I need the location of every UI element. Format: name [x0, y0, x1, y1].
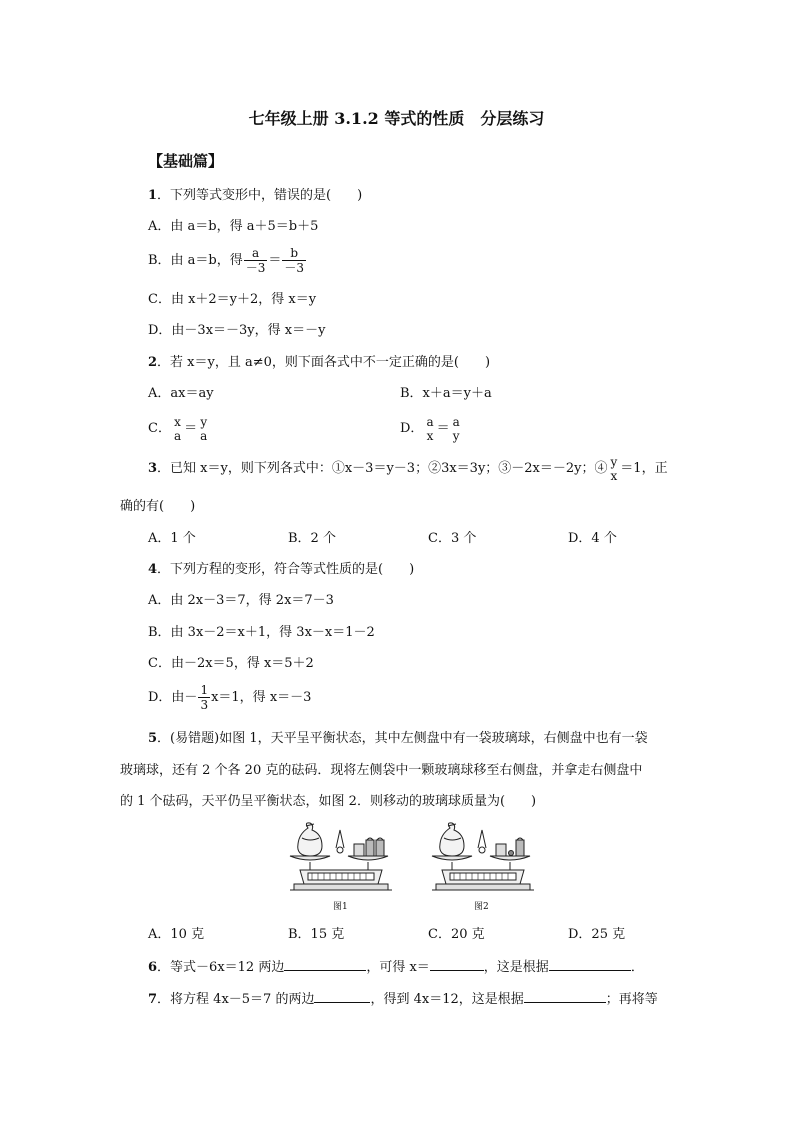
q2-option-d-label: D．	[400, 421, 424, 436]
q3-option-b: B．2 个	[288, 531, 336, 546]
fraction-numerator: x	[174, 414, 181, 429]
fraction-denominator: －3	[245, 261, 266, 275]
q3-text-end: ＝1，正	[620, 461, 668, 476]
q4-d-fraction	[198, 683, 210, 712]
q7-number: 7	[148, 992, 158, 1007]
q2-d-fraction-1	[424, 415, 435, 443]
q4-stem	[148, 562, 414, 578]
q1-b-fraction-2	[282, 246, 306, 275]
q6-text-4: ．	[630, 960, 644, 975]
figure-2-caption: 图2	[474, 902, 489, 912]
fraction-denominator: a	[200, 428, 208, 443]
q2-d-fraction-2	[451, 415, 462, 443]
fraction-numerator: 1	[200, 683, 209, 697]
fraction-denominator: x	[610, 468, 618, 483]
q1-option-b-text: B．由 a＝b，得	[148, 253, 243, 268]
q5-option-a: A．10 克	[148, 927, 205, 942]
q5-number: 5	[148, 731, 158, 746]
q4-option-d-text: D．由－	[148, 690, 198, 705]
q3-option-c: C．3 个	[428, 531, 477, 546]
figure-1-caption: 图1	[333, 902, 348, 912]
fraction-denominator: y	[452, 428, 460, 443]
q2-text: ．若 x＝y，且 a≠0，则下面各式中不一定正确的是( )	[157, 355, 491, 370]
q2-c-fraction-2	[198, 415, 209, 443]
fraction-numerator: y	[610, 454, 618, 469]
equals-sign: ＝	[436, 421, 450, 436]
q6-answer-blank-3[interactable]	[549, 958, 631, 971]
q7-text-2: ，得到 4x＝12，这是根据	[370, 992, 524, 1007]
q3-stem	[148, 454, 668, 484]
q1-b-fraction-1	[244, 246, 268, 275]
q3-number: 3	[148, 461, 158, 476]
q4-text: ．下列方程的变形，符合等式性质的是( )	[157, 562, 415, 577]
equals-sign: ＝	[184, 421, 198, 436]
q6-text-3: ，这是根据	[483, 960, 549, 975]
fraction-numerator: a	[452, 414, 460, 429]
q5-text: ．(易错题)如图 1，天平呈平衡状态，其中左侧盘中有一袋玻璃球，右侧盘中也有一袋	[157, 731, 648, 746]
q6-stem	[148, 958, 644, 976]
balance-scale-figure-2	[428, 820, 536, 898]
q1-option-c: C．由 x＋2＝y＋2，得 x＝y	[148, 292, 317, 307]
q2-number: 2	[148, 355, 158, 370]
fraction-denominator: 3	[200, 698, 209, 712]
q7-text-1: ．将方程 4x－5＝7 的两边	[157, 992, 315, 1007]
q1-stem	[148, 188, 362, 204]
q7-answer-blank-1[interactable]	[314, 990, 370, 1003]
fraction-numerator: a	[244, 246, 268, 261]
q5-option-d: D．25 克	[568, 927, 626, 942]
fraction-numerator: y	[200, 414, 208, 429]
q4-option-d	[148, 683, 311, 713]
q2-option-b: B．x＋a＝y＋a	[400, 386, 492, 401]
q6-text-2: ，可得 x＝	[366, 960, 430, 975]
page-title: 七年级上册 3.1.2 等式的性质 分层练习	[248, 109, 545, 128]
q4-option-d-text-end: x＝1，得 x＝－3	[211, 690, 312, 705]
q5-stem-line2: 玻璃球，还有 2 个各 20 克的砝码．现将左侧袋中一颗玻璃球移至右侧盘，并拿走右侧盘中	[120, 763, 643, 778]
q2-option-a: A．ax＝ay	[148, 386, 214, 401]
q1-option-d: D．由－3x＝－3y，得 x＝－y	[148, 323, 326, 338]
q6-answer-blank-2[interactable]	[430, 958, 484, 971]
q4-option-a: A．由 2x－3＝7，得 2x＝7－3	[148, 593, 334, 608]
q3-option-d: D．4 个	[568, 531, 617, 546]
q7-text-3: ；再将等	[605, 992, 658, 1007]
q2-c-fraction-1	[172, 415, 183, 443]
q6-answer-blank-1[interactable]	[284, 958, 366, 971]
q2-stem	[148, 355, 490, 371]
q1-number: 1	[148, 188, 158, 203]
q3-text: ．已知 x＝y，则下列各式中：①x－3＝y－3；②3x＝3y；③－2x＝－2y；④	[157, 461, 608, 476]
q7-stem	[148, 990, 658, 1008]
q1-text: ．下列等式变形中，错误的是( )	[157, 188, 363, 203]
equals-sign: ＝	[268, 253, 282, 268]
q6-text-1: ．等式－6x＝12 两边	[157, 960, 285, 975]
q5-option-b: B．15 克	[288, 927, 345, 942]
q7-answer-blank-2[interactable]	[524, 990, 606, 1003]
q3-option-a: A．1 个	[148, 531, 196, 546]
q6-number: 6	[148, 960, 158, 975]
fraction-denominator: a	[173, 428, 182, 443]
fraction-denominator: x	[426, 428, 434, 443]
q3-stem-line2: 确的有( )	[120, 499, 196, 514]
q4-number: 4	[148, 562, 158, 577]
fraction-numerator: b	[282, 246, 306, 261]
q4-option-b: B．由 3x－2＝x＋1，得 3x－x＝1－2	[148, 625, 375, 640]
q5-stem-line1	[148, 731, 648, 747]
q2-option-c	[148, 414, 210, 444]
q4-option-c: C．由－2x＝5，得 x＝5＋2	[148, 656, 314, 671]
q1-option-b	[148, 246, 307, 276]
q5-stem-line3: 的 1 个砝码，天平仍呈平衡状态，如图 2．则移动的玻璃球质量为( )	[120, 794, 537, 809]
fraction-numerator: a	[426, 414, 434, 429]
q1-option-a: A．由 a＝b，得 a＋5＝b＋5	[148, 219, 319, 234]
balance-scale-figure-1	[286, 820, 394, 898]
q2-option-d	[400, 414, 463, 444]
fraction-denominator: －3	[284, 261, 305, 275]
section-heading: 【基础篇】	[148, 152, 224, 170]
q5-option-c: C．20 克	[428, 927, 485, 942]
q2-option-c-label: C．	[148, 421, 171, 436]
q3-fraction	[609, 455, 620, 483]
